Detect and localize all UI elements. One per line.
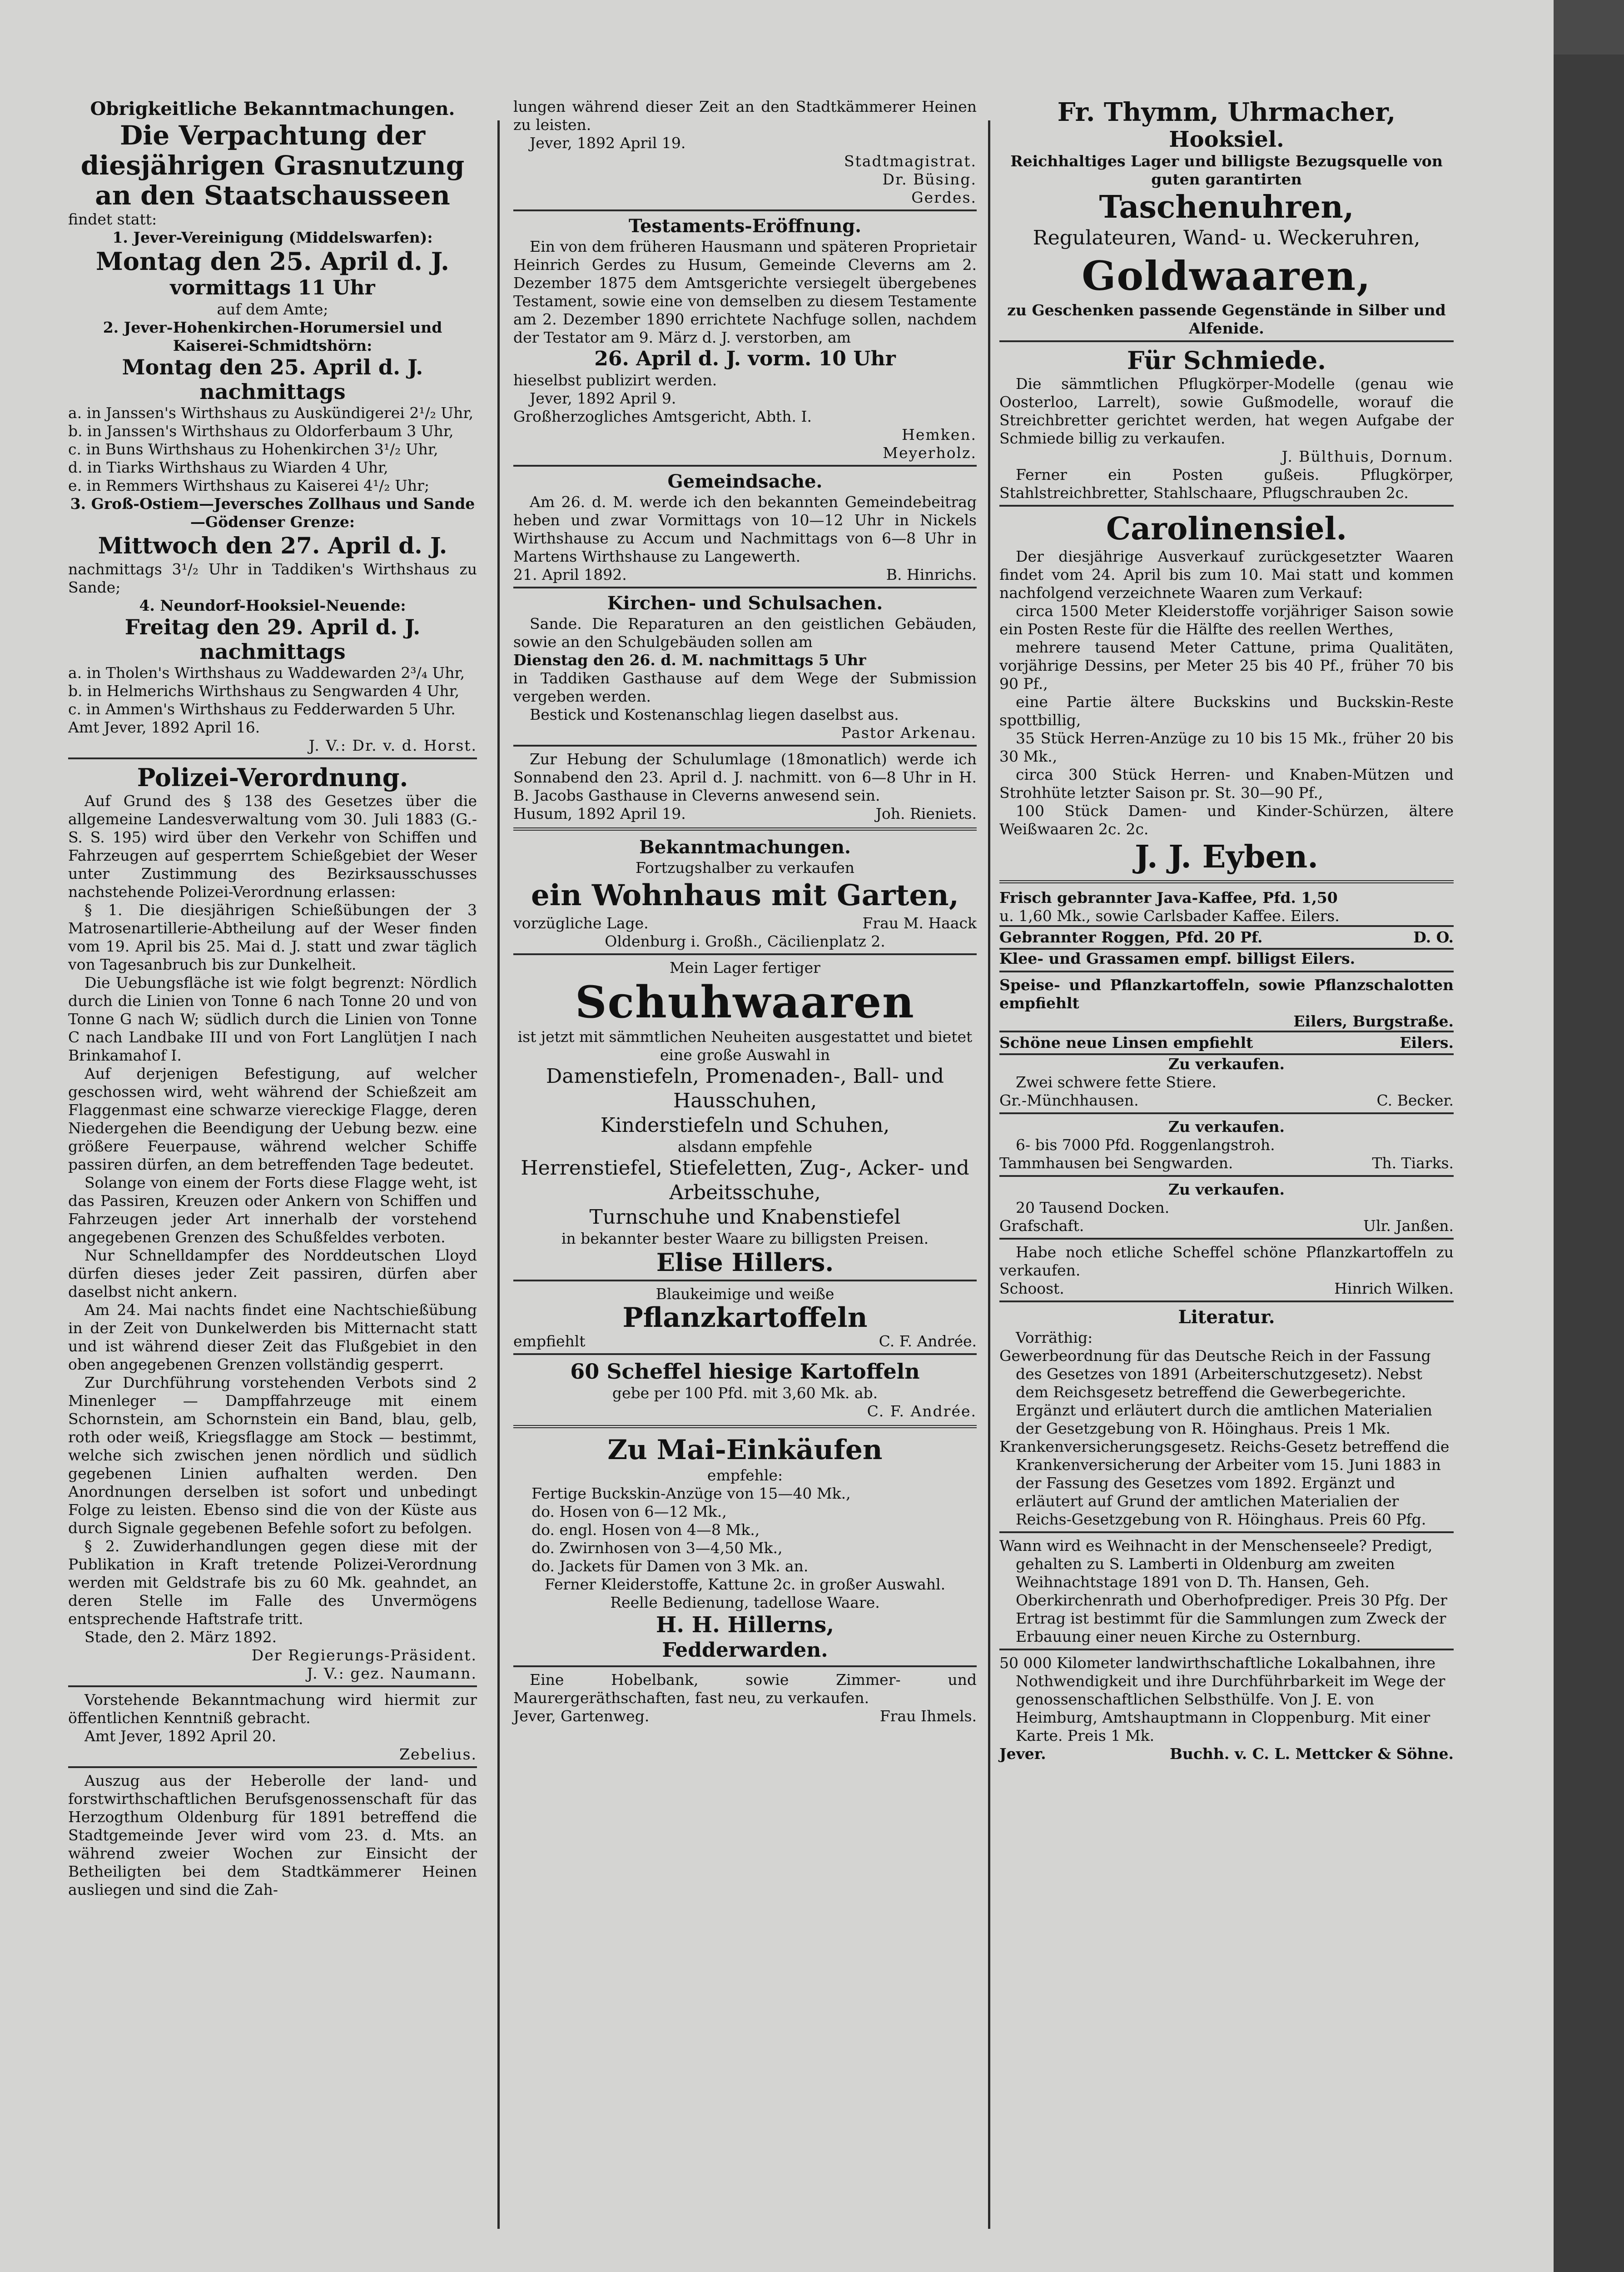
signature: Dr. Büsing. — [882, 170, 977, 188]
divider — [999, 1649, 1454, 1650]
list-item: b. in Janssen's Wirthshaus zu Oldorferbaum 3 Uhr, — [68, 422, 454, 440]
divider — [68, 1685, 477, 1687]
text: Frisch gebrannter Java-Kaffee, Pfd. 1,50 — [999, 889, 1338, 907]
divider — [999, 971, 1454, 972]
divider — [513, 953, 977, 955]
paragraph: Am 24. Mai nachts findet eine Nachtschießübung in der Zeit von Dunkelwerden bis Mitternacht statt und ist während dieser Zeit das Flußgebiet in den oben angegebenen Grenzen vollständig gesperrt. — [68, 1301, 477, 1373]
text: vorzügliche Lage. — [513, 914, 649, 932]
date-line: Amt Jever, 1892 April 16. — [68, 718, 260, 736]
bekanntmachungen-title: Bekanntmachungen. — [639, 837, 851, 858]
text: empfehle: — [707, 1466, 783, 1484]
text: Speise- und Pflanzkartoffeln, sowie Pflanzschalotten empfiehlt — [999, 976, 1454, 1012]
column-3 — [999, 98, 1454, 1763]
text: Fortzugshalber zu verkaufen — [635, 859, 855, 877]
paragraph: Zur Durchführung vorstehenden Verbots sind 2 Minenleger — Dampffahrzeuge mit einem Schornstein, am Schornstein ein Band, blau, gelb, roth oder weiß, Kriegsflagge am Stock — bestimmt, welche sich zwischen jenen nördlich und südlich gegebenen Linien aufhalten werden. Den Anordnungen derselben ist sofort und unbedingt Folge zu leisten. Ebenso sind die von der Küste aus durch Signale gegebenen Befehle sofort zu befolgen. — [68, 1374, 477, 1537]
product-line: Turnschuhe und Knabenstiefel — [589, 1206, 901, 1229]
ad-headline: Carolinensiel. — [1106, 511, 1347, 547]
signature: Zebelius. — [399, 1745, 477, 1763]
signature: B. Hinrichs. — [886, 566, 977, 583]
signature: C. F. Andrée. — [867, 1402, 977, 1420]
paragraph: Nur Schnelldampfer des Norddeutschen Lloyd dürfen dieses jeder Zeit passiren, dürfen aber daselbst nicht ankern. — [68, 1246, 477, 1300]
list-item: c. in Ammen's Wirthshaus zu Fedderwarden 5 Uhr. — [68, 700, 456, 718]
signature: Ulr. Janßen. — [1363, 1217, 1454, 1235]
signature: C. F. Andrée. — [879, 1332, 977, 1350]
divider — [513, 587, 977, 588]
paragraph: Ferner ein Posten gußeis. Pflugkörper, Stahlstreichbretter, Stahlschaare, Pflugschrauben 2c. — [999, 466, 1454, 502]
signature-row — [999, 925, 1454, 950]
paragraph: Solange von einem der Forts diese Flagge weht, ist das Passiren, Kreuzen oder Ankern von Schiffen und Fahrzeugen jeder Art innerhalb der vorstehend angegebenen Grenzen des Schußfeldes verboten. — [68, 1174, 477, 1246]
column-rule — [497, 120, 500, 2229]
ad-headline: Goldwaaren, — [1082, 252, 1371, 299]
signature-row — [999, 1091, 1454, 1110]
ad-headline: Fr. Thymm, Uhrmacher, — [1057, 97, 1396, 127]
signature: Stadtmagistrat. — [844, 152, 977, 170]
testament-title: Testaments-Eröffnung. — [628, 215, 862, 237]
list-item: do. Zwirnhosen von 3—4,50 Mk., — [531, 1539, 783, 1557]
ad-signature: H. H. Hillerns, — [656, 1612, 834, 1638]
text: 6- bis 7000 Pfd. Roggenlangstroh. — [1016, 1136, 1275, 1154]
subhead: 1. Jever-Vereinigung (Middelswarfen): — [112, 229, 433, 246]
paragraph: in Taddiken Gasthause auf dem Wege der Submission vergeben werden. — [513, 669, 977, 705]
divider — [513, 209, 977, 211]
section-heading: Obrigkeitliche Bekanntmachungen. — [90, 98, 455, 120]
signature: Buchh. v. C. L. Mettcker & Söhne. — [1169, 1745, 1454, 1763]
signature: Pastor Arkenau. — [841, 724, 977, 742]
divider — [999, 1238, 1454, 1240]
gemeinde-title: Gemeindsache. — [667, 471, 823, 492]
place: Hooksiel. — [1169, 127, 1284, 152]
place: Jever, Gartenweg. — [513, 1707, 650, 1725]
paragraph: § 1. Die diesjährigen Schießübungen der 3 Matrosenartillerie-Abtheilung auf der Weser finden vom 19. April bis 25. Mai d. J. statt und zwar täglich von Tagesanbruch bis zur Dunkelheit. — [68, 901, 477, 973]
place: Schoost. — [999, 1280, 1064, 1297]
ad-headline: ein Wohnhaus mit Garten, — [531, 878, 959, 912]
subhead: 4. Neundorf-Hooksiel-Neuende: — [139, 597, 406, 614]
subhead: 3. Groß-Ostiem—Jeversches Zollhaus und Sande—Gödenser Grenze: — [70, 495, 475, 531]
address: Oldenburg i. Großh., Cäcilienplatz 2. — [605, 932, 885, 950]
paragraph: Ein von dem früheren Hausmann und späteren Proprietair Heinrich Gerdes zu Husum, Gemeinde Cleverns am 2. Dezember 1875 dem Amtsgerichte versiegelt übergebenes Testament, sowie eine von demselben zu diesem Testamente am 2. Dezember 1890 errichtete Nachfuge sollen, nachdem der Testator am 9. März d. J. verstorben, am — [513, 238, 977, 346]
signature-row — [513, 1707, 977, 1725]
paragraph: Die Uebungsfläche ist wie folgt begrenzt: Nördlich durch die Linien von Tonne 6 nach Tonne 20 und von Tonne G nach W; südlich durch die Linien von Tonne C nach Landbake III und von Fort Langlütjen I nach Brinkamahof I. — [68, 974, 477, 1064]
text: 20 Tausend Docken. — [1016, 1199, 1170, 1216]
date-line: Mittwoch den 27. April d. J. — [98, 532, 447, 559]
divider — [513, 1425, 977, 1428]
divider — [999, 1300, 1454, 1302]
paragraph: Auszug aus der Heberolle der land- und forstwirthschaftlichen Berufsgenossenschaft für das Herzogthum Oldenburg für 1891 betreffend die Stadtgemeinde Jever wird vom 23. d. Mts. an während zweier Wochen zur Einsicht der Betheiligten bei dem Stadtkämmerer Heinen ausliegen und sind die Zah- — [68, 1772, 477, 1898]
paragraph: Habe noch etliche Scheffel schöne Pflanzkartoffeln zu verkaufen. — [999, 1243, 1454, 1279]
paragraph: Wann wird es Weihnacht in der Menschenseele? Predigt, gehalten zu S. Lamberti in Oldenburg am zweiten Weihnachtstage 1891 von D. Th. Hansen, Geh. Oberkirchenrath und Oberhofprediger. Preis 30 Pfg. Der Ertrag ist bestimmt für die Sammlungen zum Zweck der Erbauung einer neuen Kirche zu Osternburg. — [999, 1537, 1447, 1645]
text: nachmittags 3¹/₂ Uhr in Taddiken's Wirthshaus zu Sande; — [68, 560, 477, 596]
place: Tammhausen bei Sengwarden. — [999, 1154, 1233, 1172]
divider — [999, 505, 1454, 507]
column-rule — [988, 120, 990, 2229]
subhead: Zu verkaufen. — [1168, 1118, 1285, 1136]
schmiede-title: Für Schmiede. — [1127, 346, 1326, 375]
text: ist jetzt mit sämmtlichen Neuheiten ausgestattet und bietet eine große Auswahl in — [517, 1028, 973, 1064]
ad-signature: Elise Hillers. — [656, 1248, 834, 1277]
signature: J. V.: gez. Naumann. — [307, 1664, 477, 1682]
divider — [999, 340, 1454, 342]
time-line: vormittags 11 Uhr — [170, 276, 375, 299]
date-line: Jever, 1892 April 19. — [530, 134, 686, 152]
signature: Frau M. Haack — [862, 914, 977, 932]
product-line: Damenstiefeln, Promenaden-, Ball- und Hausschuhen, — [546, 1065, 944, 1112]
list-item: do. Hosen von 6—12 Mk., — [531, 1503, 727, 1520]
ad-headline: Zu Mai-Einkäufen — [607, 1434, 883, 1466]
list-item: Fertige Buckskin-Anzüge von 15—40 Mk., — [531, 1485, 851, 1502]
text: Vorräthig: — [1016, 1329, 1093, 1346]
signature: Hinrich Wilken. — [1334, 1280, 1454, 1297]
subhead: Zu verkaufen. — [1168, 1055, 1285, 1073]
product-line: Herrenstiefel, Stiefeletten, Zug-, Acker- und Arbeitsschuhe, — [521, 1156, 969, 1204]
divider — [68, 1766, 477, 1768]
date-line: 21. April 1892. — [513, 566, 627, 583]
paragraph: Auf Grund des § 138 des Gesetzes über die allgemeine Landesverwaltung vom 30. Juli 1883 (G.-S. S. 195) wird über den Verkehr von Schiffen und Fahrzeugen auf gesperrtem Schießgebiet der Weser unter Zustimmung des Bezirksausschusses nachstehende Polizei-Verordnung erlassen: — [68, 792, 477, 901]
ad-headline: 60 Scheffel hiesige Kartoffeln — [570, 1359, 920, 1384]
signature: Hemken. — [902, 426, 977, 443]
text: auf dem Amte; — [217, 300, 328, 318]
paragraph: Sande. Die Reparaturen an den geistlichen Gebäuden, sowie an den Schulgebäuden sollen am — [513, 615, 977, 651]
text: Gebrannter Roggen, Pfd. 20 Pf. — [999, 928, 1263, 946]
list-item: a. in Janssen's Wirthshaus zu Auskündigerei 2¹/₂ Uhr, — [68, 404, 474, 422]
column-2 — [513, 98, 977, 1725]
signature-row — [513, 805, 977, 823]
paragraph: Krankenversicherungsgesetz. Reichs-Gesetz betreffend die Krankenversicherung der Arbeiter vom 15. Juni 1883 in der Fassung des Gesetzes vom 1892. Ergänzt und erläutert auf Grund der amtlichen Materialien der Reichs-Gesetzgebung von R. Höinghaus. Preis 60 Pfg. — [999, 1438, 1450, 1528]
signature: C. Becker. — [1376, 1091, 1454, 1109]
date-line: Stade, den 2. März 1892. — [84, 1628, 277, 1646]
divider — [513, 827, 977, 831]
text: Klee- und Grassamen empf. billigst Eilers. — [999, 950, 1356, 967]
date-line: 26. April d. J. vorm. 10 Uhr — [594, 347, 896, 370]
paragraph: lungen während dieser Zeit an den Stadtkämmerer Heinen zu leisten. — [513, 98, 977, 134]
list-item: b. in Helmerichs Wirthshaus zu Sengwarden 4 Uhr, — [68, 682, 460, 700]
text: findet statt: — [68, 210, 157, 228]
ad-signature: J. J. Eyben. — [1135, 839, 1318, 875]
place: Gr.-Münchhausen. — [999, 1091, 1139, 1109]
signature: Frau Ihmels. — [879, 1707, 977, 1725]
paragraph: Vorstehende Bekanntmachung wird hiermit zur öffentlichen Kenntniß gebracht. — [68, 1691, 477, 1727]
subhead: Zu verkaufen. — [1168, 1181, 1285, 1198]
product-line: Regulateuren, Wand- u. Weckeruhren, — [1033, 226, 1420, 249]
text: gebe per 100 Pfd. mit 3,60 Mk. ab. — [612, 1384, 878, 1402]
product-line: Kinderstiefeln und Schuhen, — [600, 1114, 890, 1137]
text: u. 1,60 Mk., sowie Carlsbader Kaffee. Eilers. — [999, 907, 1340, 925]
date-line: Amt Jever, 1892 April 20. — [84, 1727, 277, 1745]
date-line: Montag den 25. April d. J. nachmittags — [122, 355, 423, 404]
text: Zwei schwere fette Stiere. — [1016, 1073, 1217, 1091]
signature: Meyerholz. — [883, 444, 977, 462]
signature-row — [999, 1217, 1454, 1235]
paragraph: Eine Hobelbank, sowie Zimmer- und Maurergeräthschaften, fast neu, zu verkaufen. — [513, 1671, 977, 1707]
signature-row — [999, 1154, 1454, 1172]
list-item: 35 Stück Herren-Anzüge zu 10 bis 15 Mk., früher 20 bis 30 Mk., — [999, 729, 1454, 765]
signature-row — [513, 914, 977, 932]
signature: Joh. Rieniets. — [875, 805, 977, 822]
text: Reelle Bedienung, tadellose Waare. — [610, 1594, 880, 1611]
list-item: do. engl. Hosen von 4—8 Mk., — [531, 1521, 760, 1539]
signature: J. Bülthuis, Dornum. — [1281, 448, 1454, 465]
paragraph: Auf derjenigen Befestigung, auf welcher geschossen wird, weht während der Schießzeit am Flaggenmast eine schwarze viereckige Flagge, deren Niedergehen die Beendigung der Uebung bezw. eine größere Feuerpause, während welcher Schiffe passiren dürfen, an dem betreffenden Tage bedeutet. — [68, 1065, 477, 1173]
list-item: circa 300 Stück Herren- und Knaben-Mützen und Strohhüte letzter Saison pr. St. 30—90 Pf., — [999, 766, 1454, 802]
list-item: mehrere tausend Meter Cattune, prima Qualitäten, vorjährige Dessins, per Meter 25 bis 40 Pf., früher 70 bis 90 Pf., — [999, 638, 1454, 693]
signature: Eilers. — [1400, 1034, 1454, 1051]
text: Mein Lager fertiger — [670, 959, 820, 977]
signature: Th. Tiarks. — [1372, 1154, 1454, 1172]
divider — [999, 1112, 1454, 1114]
paragraph: Der diesjährige Ausverkauf zurückgesetzter Waaren findet vom 24. April bis zum 10. Mai statt und kommen nachfolgend verzeichnete Waaren zum Verkauf: — [999, 548, 1454, 602]
signature: Der Regierungs-Präsident. — [251, 1646, 477, 1664]
divider — [513, 745, 977, 747]
signature-row — [999, 1280, 1454, 1298]
list-item: eine Partie ältere Buckskins und Buckskin-Reste spottbillig, — [999, 693, 1454, 729]
text: Großherzogliches Amtsgericht, Abth. I. — [513, 408, 812, 425]
verpachtung-title: Die Verpachtung der diesjährigen Grasnutzung an den Staatschausseen — [80, 120, 465, 211]
signature-row — [513, 1332, 977, 1350]
text: Blaukeimige und weiße — [656, 1285, 834, 1303]
text: Reichhaltiges Lager und billigste Bezugsquelle von guten garantirten — [1010, 152, 1443, 188]
signature: J. V.: Dr. v. d. Horst. — [308, 737, 477, 754]
divider — [999, 1175, 1454, 1177]
paragraph: 50 000 Kilometer landwirthschaftliche Lokalbahnen, ihre Nothwendigkeit und ihre Durchführbarkeit im Wege der genossenschaftlichen Selbsthülfe. Von J. E. von Heimburg, Amtshauptmann in Cloppenburg. Mit einer Karte. Preis 1 Mk. — [999, 1654, 1445, 1744]
paragraph: § 2. Zuwiderhandlungen gegen diese mit der Publikation in Kraft tretende Polizei-Verordnung werden mit Geldstrafe bis zu 60 Mk. geahndet, an deren Stelle im Falle des Unvermögens entsprechende Haftstrafe tritt. — [68, 1537, 477, 1628]
signature-row — [999, 1745, 1454, 1763]
text: Ferner Kleiderstoffe, Kattune 2c. in großer Auswahl. — [544, 1575, 946, 1593]
divider — [513, 1665, 977, 1667]
date-line: Montag den 25. April d. J. — [96, 247, 449, 276]
ad-headline: Schuhwaaren — [575, 977, 915, 1028]
text: alsdann empfehle — [678, 1138, 812, 1156]
column-1 — [68, 98, 477, 1899]
paragraph: Gewerbeordnung für das Deutsche Reich in der Fassung des Gesetzes von 1891 (Arbeiterschutzgesetz). Nebst dem Reichsgesetz betreffend die Gewerbegerichte. Ergänzt und erläutert durch die amtlichen Materialien der Gesetzgebung von R. Höinghaus. Preis 1 Mk. — [999, 1347, 1432, 1437]
signature-row — [999, 1031, 1454, 1055]
divider — [999, 1531, 1454, 1533]
signature: Eilers, Burgstraße. — [1293, 1012, 1454, 1030]
text: hieselbst publizirt werden. — [513, 371, 717, 389]
date-line: Freitag den 29. April d. J. nachmittags — [124, 615, 421, 664]
paragraph: Bestick und Kostenanschlag liegen daselbst aus. — [530, 706, 899, 723]
list-item: d. in Tiarks Wirthshaus zu Wiarden 4 Uhr, — [68, 458, 388, 476]
ad-headline: Taschenuhren, — [1099, 189, 1354, 225]
signature-row — [513, 566, 977, 584]
paragraph: Am 26. d. M. werde ich den bekannten Gemeindebeitrag heben und zwar Vormittags von 10—12 Uhr in Nickels Wirthshause zu Accum und Nachmittags von 6—8 Uhr in Martens Wirthshause zu Langewerth. — [513, 493, 977, 565]
list-item: do. Jackets für Damen von 3 Mk. an. — [531, 1557, 809, 1575]
polizei-title: Polizei-Verordnung. — [137, 763, 408, 792]
divider — [513, 465, 977, 467]
page-edge — [1554, 55, 1624, 2272]
paragraph: Die sämmtlichen Pflugkörper-Modelle (genau wie Oosterloo, Larrelt), sowie Gußmodelle, worauf die Streichbretter gerichtet werden, hat wegen Aufgabe der Schmiede billig zu verkaufen. — [999, 375, 1454, 447]
list-item: e. in Remmers Wirthshaus zu Kaiserei 4¹/₂ Uhr; — [68, 477, 430, 494]
list-item: circa 1500 Meter Kleiderstoffe vorjähriger Saison sowie ein Posten Reste für die Hälfte des reellen Werthes, — [999, 602, 1454, 638]
place: Grafschaft. — [999, 1217, 1084, 1235]
list-item: a. in Tholen's Wirthshaus zu Waddewarden 2³/₄ Uhr, — [68, 664, 465, 682]
paragraph: Zur Hebung der Schulumlage (18monatlich) werde ich Sonnabend den 23. April d. J. nachmitt. von 6—8 Uhr in H. B. Jacobs Gasthause in Cleverns anwesend sein. — [513, 750, 977, 804]
ad-headline: Pflanzkartoffeln — [622, 1302, 868, 1334]
divider — [513, 1353, 977, 1355]
signature: Gerdes. — [911, 189, 977, 206]
divider — [999, 880, 1454, 883]
divider — [68, 757, 477, 759]
place: Fedderwarden. — [662, 1639, 828, 1662]
date-line: Husum, 1892 April 19. — [513, 805, 686, 822]
text: in bekannter bester Waare zu billigsten Preisen. — [561, 1230, 929, 1247]
list-item: c. in Buns Wirthshaus zu Hohenkirchen 3¹/₂ Uhr, — [68, 440, 438, 458]
place: Jever. — [999, 1745, 1046, 1763]
kirchen-title: Kirchen- und Schulsachen. — [607, 593, 883, 614]
text: zu Geschenken passende Gegenstände in Silber und Alfenide. — [1007, 301, 1446, 337]
date-line: Dienstag den 26. d. M. nachmittags 5 Uhr — [513, 651, 866, 669]
list-item: 100 Stück Damen- und Kinder-Schürzen, ältere Weißwaaren 2c. 2c. — [999, 802, 1454, 838]
literatur-title: Literatur. — [1178, 1306, 1275, 1328]
text: empfiehlt — [513, 1332, 586, 1350]
subhead: 2. Jever-Hohenkirchen-Horumersiel und Kaiserei-Schmidtshörn: — [103, 319, 442, 354]
date-line: Jever, 1892 April 9. — [530, 389, 676, 407]
text: Schöne neue Linsen empfiehlt — [999, 1034, 1253, 1051]
divider — [513, 1280, 977, 1281]
signature: D. O. — [1413, 928, 1454, 946]
